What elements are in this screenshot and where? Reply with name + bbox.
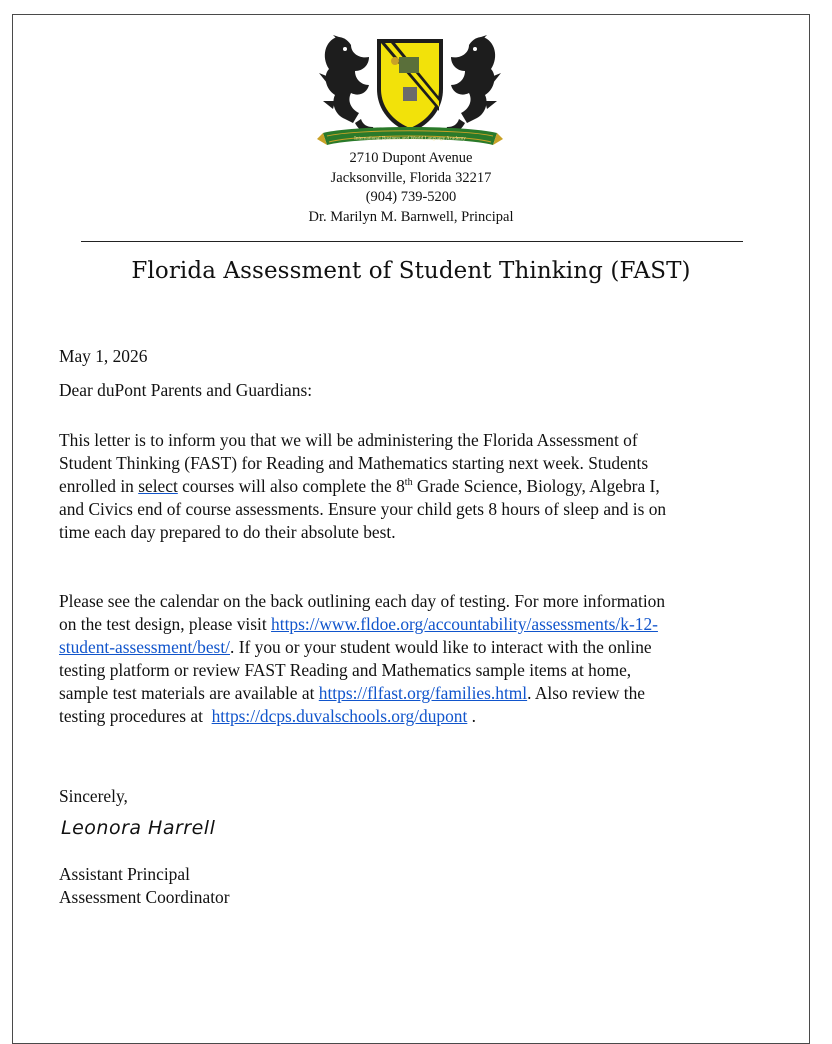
letter-page — [12, 14, 810, 1044]
letter-date: May 1, 2026 — [59, 346, 148, 366]
school-address-block — [13, 149, 809, 227]
signature: Leonora Harrell — [61, 817, 216, 839]
para2-line6-start: testing procedures at — [59, 706, 212, 726]
para2-line4: testing platform or review FAST Reading and Mathematics sample items at home, — [59, 660, 632, 680]
street-address: 2710 Dupont Avenue — [349, 150, 473, 166]
para2-line6-end: . — [467, 706, 477, 726]
city-state-zip: Jacksonville, Florida 32217 — [330, 169, 492, 186]
para2-line5-end: . Also review the — [527, 683, 645, 703]
para2-line3-end: . If you or your student would like to interact with the online — [230, 637, 652, 657]
signer-title-1: Assistant Principal — [59, 864, 190, 884]
school-crest-logo — [315, 27, 505, 153]
header-divider — [81, 241, 743, 242]
ribbon-text: International Business and World Language Academy — [354, 135, 466, 142]
flfast-link[interactable]: https://flfast.org/families.html — [318, 683, 528, 703]
para2-line6 — [59, 705, 769, 728]
para1-line1: This letter is to inform you that we will be administering the Florida Assessment of — [59, 430, 638, 450]
left-dragon-icon — [319, 35, 375, 134]
para1-line5: time each day prepared to do their absolute best. — [59, 522, 396, 542]
select-underlined-word: select — [138, 476, 178, 496]
para2-line2 — [59, 613, 769, 636]
signer-title-2: Assessment Coordinator — [59, 887, 230, 907]
para2-line2-start: on the test design, please visit — [59, 614, 272, 634]
para1-line4: and Civics end of course assessments. Ensure your child gets 8 hours of sleep and is on — [59, 499, 667, 519]
para2-line3 — [59, 636, 769, 659]
para1-line3-end: Grade Science, Biology, Algebra I, — [412, 476, 660, 496]
paragraph-announcement — [59, 429, 769, 544]
para1-line3-start: enrolled in — [59, 476, 139, 496]
principal-name: Dr. Marilyn M. Barnwell, Principal — [308, 208, 514, 225]
page-title: Florida Assessment of Student Thinking (FAST) — [131, 258, 691, 284]
ordinal-suffix: th — [404, 477, 413, 489]
para2-line1: Please see the calendar on the back outlining each day of testing. For more information — [59, 591, 666, 611]
para1-line3-mid: courses will also complete the 8 — [177, 476, 405, 496]
closing: Sincerely, — [59, 786, 128, 806]
paragraph-resources — [59, 590, 769, 728]
para2-line5 — [59, 682, 769, 705]
phone-number: (904) 739-5200 — [365, 189, 457, 205]
fldoe-link-part1[interactable]: https://www.fldoe.org/accountability/assessments/k-12- — [271, 614, 658, 634]
fldoe-link-part2[interactable]: student-assessment/best/ — [59, 637, 230, 657]
shield-icon — [377, 39, 443, 133]
right-dragon-icon — [445, 35, 501, 134]
para1-line2: Student Thinking (FAST) for Reading and Mathematics starting next week. Students — [59, 453, 649, 473]
para1-line3 — [59, 475, 769, 498]
para2-line5-start: sample test materials are available at — [59, 683, 319, 703]
salutation: Dear duPont Parents and Guardians: — [59, 380, 313, 400]
dcps-link[interactable]: https://dcps.duvalschools.org/dupont — [211, 706, 468, 726]
